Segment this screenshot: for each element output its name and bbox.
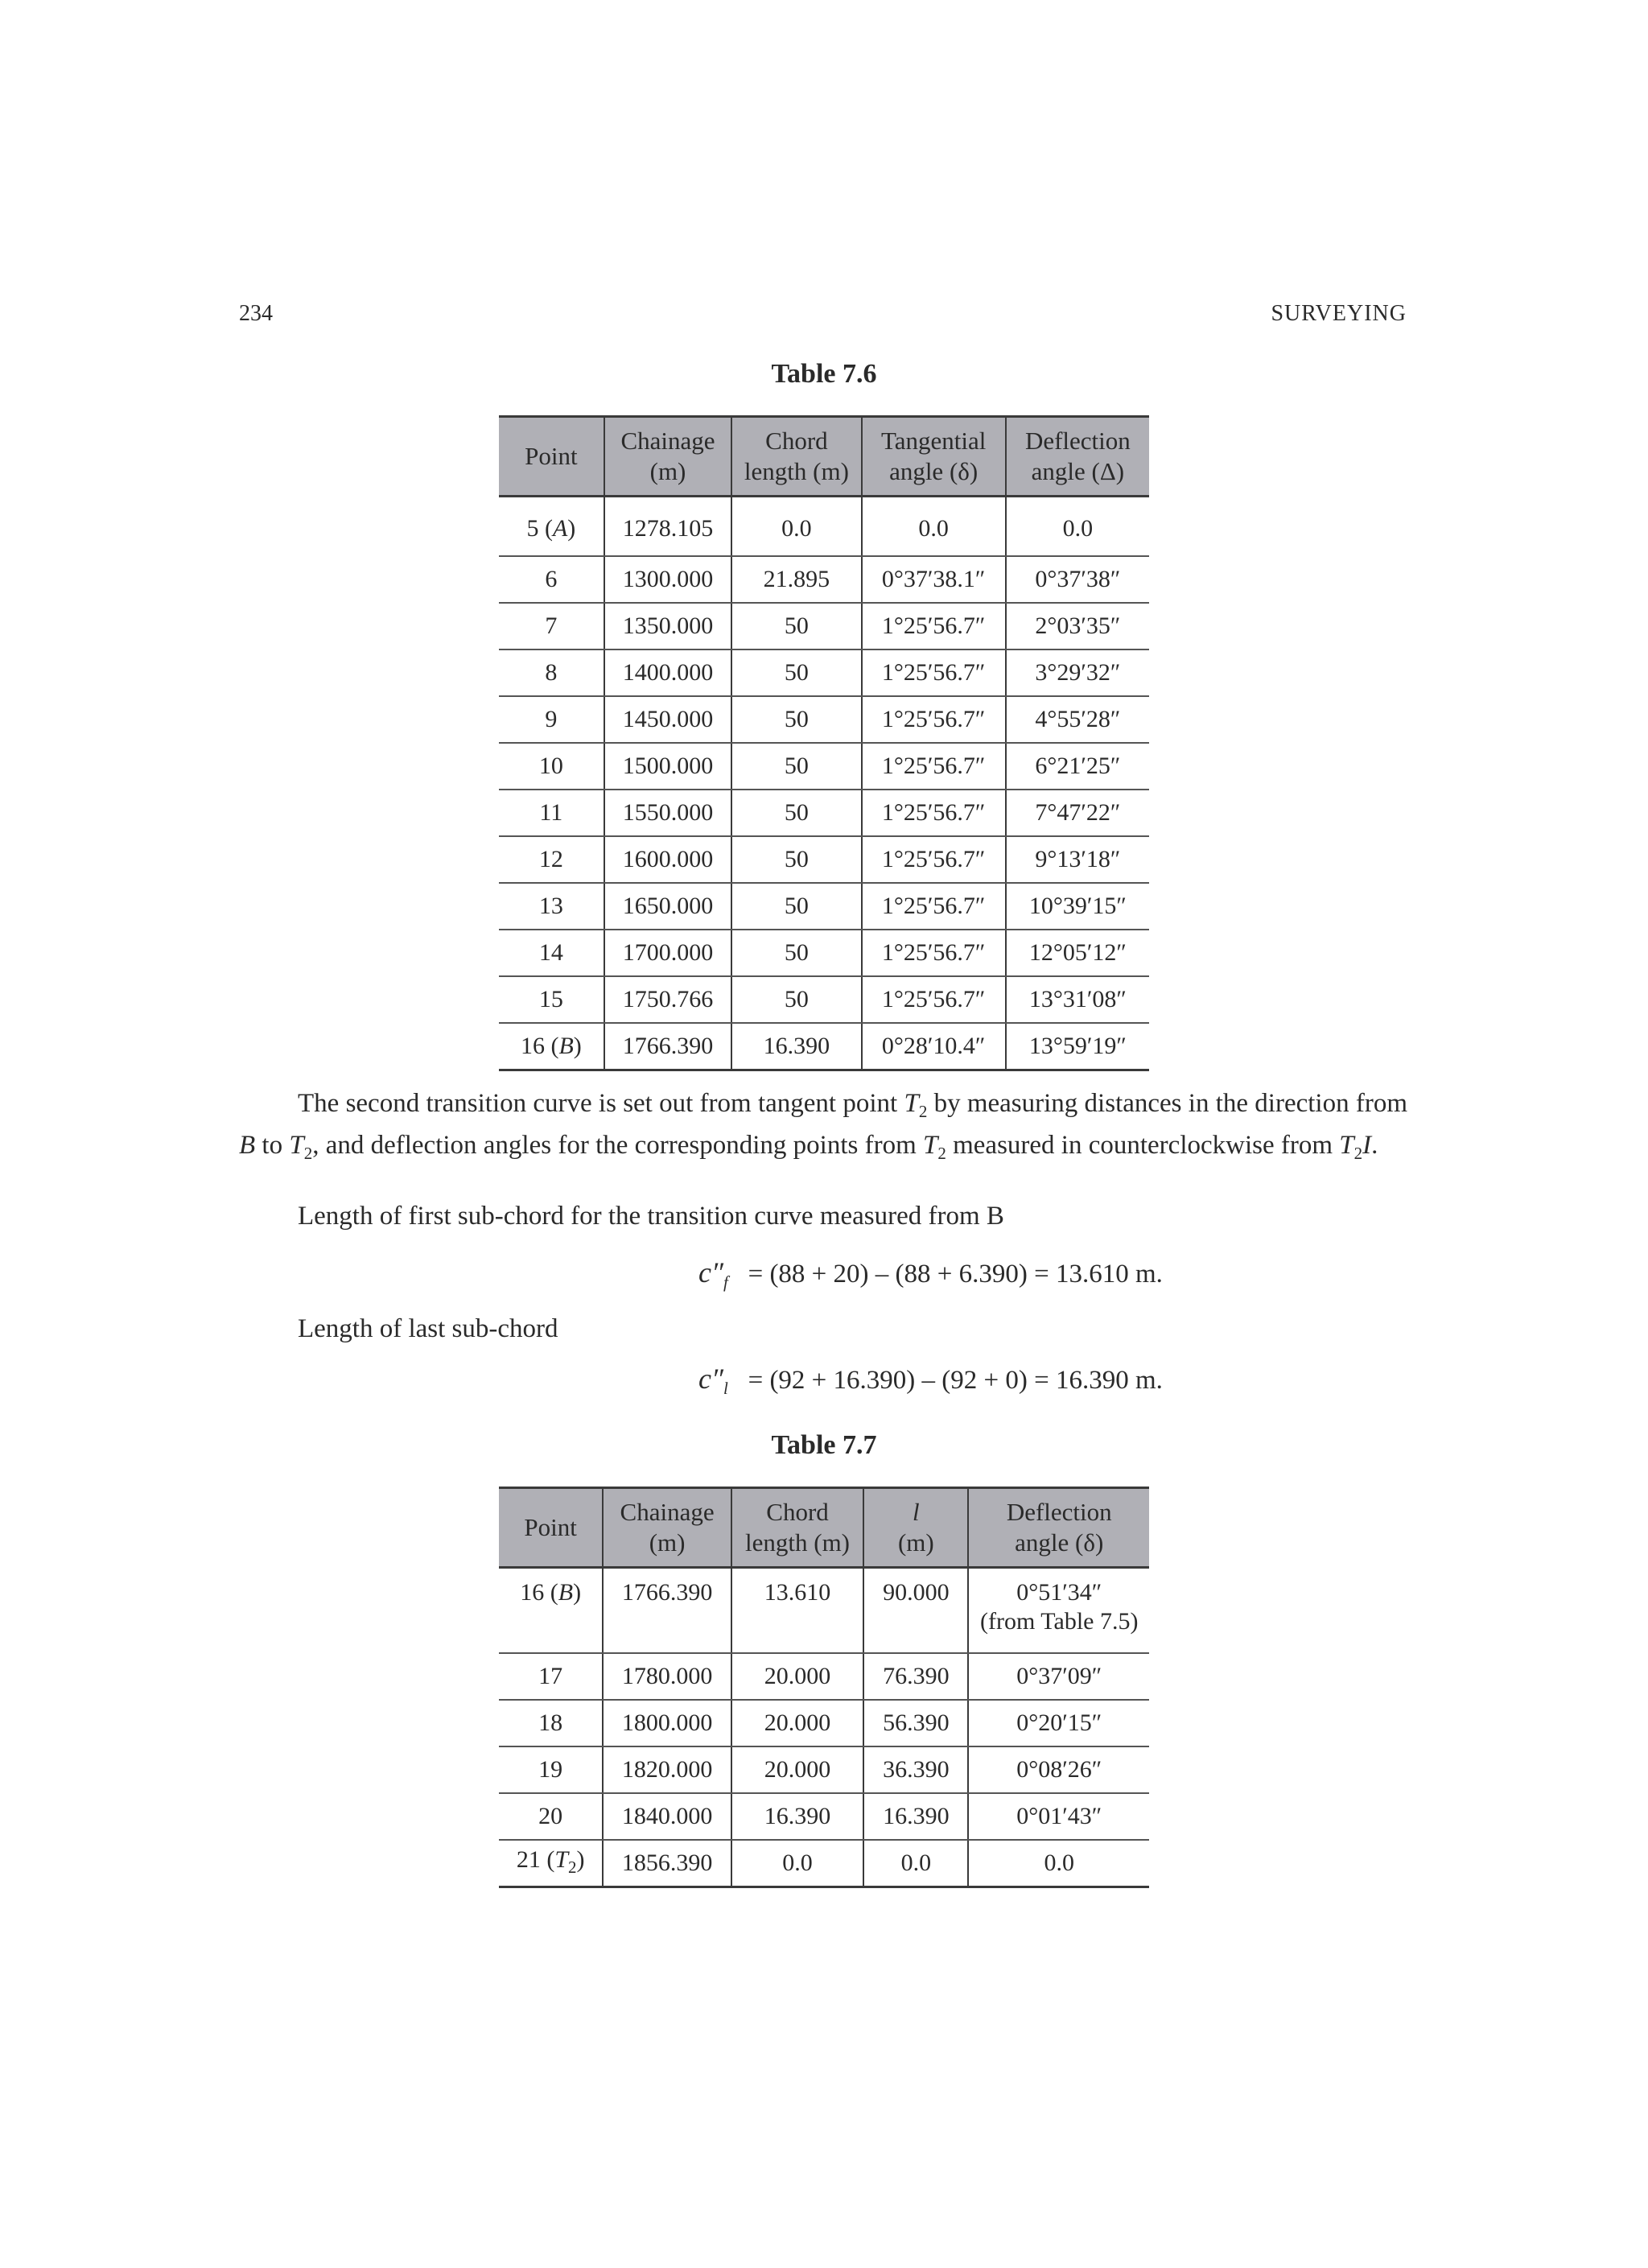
cell-chord: 0.0 [731,497,861,557]
cell-chainage: 1780.000 [603,1653,731,1700]
cell-chord: 50 [731,836,861,883]
cell-point: 12 [499,836,604,883]
table-row [499,696,1149,743]
cell-point: 18 [499,1700,603,1746]
table-row [499,1023,1149,1070]
table-row [499,930,1149,976]
col-header-l [863,1488,968,1568]
cell-chord: 50 [731,790,861,836]
cell-chainage: 1820.000 [603,1746,731,1793]
header-text: Chainage (m) [620,427,715,485]
col-header-chord-length [731,417,861,497]
cell-deflection: 2°03′35″ [1006,603,1149,649]
table-row [499,1568,1149,1654]
table-row [499,649,1149,696]
cell-deflection: 0°51′34″ (from Table 7.5) [968,1568,1149,1654]
col-header-point: Point [499,1488,603,1568]
header-text: Chord length (m) [745,1498,851,1557]
cell-tangential: 0°37′38.1″ [862,556,1006,603]
header-text: Deflection angle (δ) [1006,1498,1112,1557]
cell-chainage: 1856.390 [603,1840,731,1887]
header-text: l [913,1498,920,1526]
cell-chord: 50 [731,649,861,696]
cell-point: 21 $(T_2)$ [499,1840,603,1887]
cell-point: 6 [499,556,604,603]
cell-deflection: 12°05′12″ [1006,930,1149,976]
cell-point: 16 (B) [499,1023,604,1070]
cell-tangential: 1°25′56.7″ [862,883,1006,930]
page-number: 234 [239,301,273,326]
cell-tangential: 1°25′56.7″ [862,743,1006,790]
table-row [499,603,1149,649]
equation-text: = (92 + 16.390) – (92 + 0) = 16.390 m. [748,1366,1163,1395]
cell-deflection: 7°47′22″ [1006,790,1149,836]
col-header-deflection-angle [968,1488,1149,1568]
table-row [499,1793,1149,1840]
cell-tangential: 1°25′56.7″ [862,696,1006,743]
table-row [499,497,1149,557]
table-7-7 [499,1487,1149,1888]
cell-tangential: 1°25′56.7″ [862,649,1006,696]
col-header-chainage [603,1488,731,1568]
cell-deflection: 0°37′09″ [968,1653,1149,1700]
table-row [499,556,1149,603]
table-row [499,743,1149,790]
cell-deflection: 0.0 [968,1840,1149,1887]
cell-deflection: 3°29′32″ [1006,649,1149,696]
cell-chord: 20.000 [731,1746,863,1793]
table-7-6 [499,415,1149,1071]
cell-tangential: 1°25′56.7″ [862,790,1006,836]
cell-chord: 21.895 [731,556,861,603]
cell-chainage: 1450.000 [604,696,732,743]
cell-l: 76.390 [863,1653,968,1700]
cell-tangential: 0°28′10.4″ [862,1023,1006,1070]
cell-point: 8 [499,649,604,696]
cell-tangential: 1°25′56.7″ [862,930,1006,976]
table-row [499,1700,1149,1746]
cell-point: 17 [499,1653,603,1700]
cell-chord: 20.000 [731,1700,863,1746]
cell-chainage: 1700.000 [604,930,732,976]
last-sub-chord-equation [698,1362,1163,1399]
cell-chord: 0.0 [731,1840,863,1887]
header-text: Deflection angle (Δ) [1024,427,1131,485]
col-header-deflection-angle [1006,417,1149,497]
cell-chord: 50 [731,883,861,930]
col-header-point: Point [499,417,604,497]
cell-deflection: 13°31′08″ [1006,976,1149,1023]
cell-chord: 50 [731,603,861,649]
equation-text: = (88 + 20) – (88 + 6.390) = 13.610 m. [748,1260,1163,1289]
cell-tangential: 1°25′56.7″ [862,603,1006,649]
cell-chainage: 1750.766 [604,976,732,1023]
cell-deflection: 13°59′19″ [1006,1023,1149,1070]
cell-chainage: 1650.000 [604,883,732,930]
table-row [499,1746,1149,1793]
running-title: SURVEYING [1271,301,1407,326]
cell-chord: 50 [731,696,861,743]
cell-point: 16 (B) [499,1568,603,1654]
col-header-chainage [604,417,732,497]
col-header-tangential-angle [862,417,1006,497]
cell-chord: 13.610 [731,1568,863,1654]
cell-tangential: 1°25′56.7″ [862,976,1006,1023]
table-row [499,976,1149,1023]
cell-chainage: 1766.390 [604,1023,732,1070]
table-row [499,790,1149,836]
cell-deflection: 0°01′43″ [968,1793,1149,1840]
header-text: (m) [897,1528,934,1557]
last-sub-chord-text: Length of last sub-chord [298,1314,558,1343]
cell-point: 19 [499,1746,603,1793]
cell-chainage: 1550.000 [604,790,732,836]
table-row [499,1653,1149,1700]
cell-l: 36.390 [863,1746,968,1793]
cell-l: 16.390 [863,1793,968,1840]
table-7-6-caption: Table 7.6 [771,359,877,389]
cell-chord: 20.000 [731,1653,863,1700]
cell-chainage: 1500.000 [604,743,732,790]
cell-chainage: 1840.000 [603,1793,731,1840]
cell-deflection: 6°21′25″ [1006,743,1149,790]
cell-point: 7 [499,603,604,649]
cell-deflection: 4°55′28″ [1006,696,1149,743]
header-text: Chainage (m) [620,1498,715,1557]
cell-chord: 50 [731,743,861,790]
cell-point: 9 [499,696,604,743]
cell-chainage: 1800.000 [603,1700,731,1746]
cell-chord: 50 [731,930,861,976]
cell-tangential: 1°25′56.7″ [862,836,1006,883]
cell-chainage: 1278.105 [604,497,732,557]
cell-point: 5 (A) [499,497,604,557]
header-text: Chord length (m) [744,427,849,485]
cell-point: 14 [499,930,604,976]
cell-chainage: 1766.390 [603,1568,731,1654]
cell-chord: 50 [731,976,861,1023]
cell-chord: 16.390 [731,1793,863,1840]
col-header-chord-length [731,1488,863,1568]
cell-l: 0.0 [863,1840,968,1887]
symbol-cf: $c''_f$ [698,1256,728,1292]
cell-chainage: 1600.000 [604,836,732,883]
paragraph-second-transition: The second transition curve is set out from tangent point $T_2$ by measuring distances in the direction from B to $T_2$, and deflection angles for the corresponding points from $T_2$ measured in counterclockwise from $T_2I$. [239,1089,1407,1163]
cell-l: 90.000 [863,1568,968,1654]
cell-point: 13 [499,883,604,930]
cell-deflection: 0°20′15″ [968,1700,1149,1746]
symbol-cl: $c''_l$ [698,1363,728,1398]
cell-deflection: 9°13′18″ [1006,836,1149,883]
cell-deflection: 0.0 [1006,497,1149,557]
table-row [499,1840,1149,1887]
cell-chainage: 1300.000 [604,556,732,603]
table-row [499,836,1149,883]
first-sub-chord-equation [698,1256,1163,1293]
cell-point: 20 [499,1793,603,1840]
cell-chainage: 1350.000 [604,603,732,649]
cell-point: 10 [499,743,604,790]
cell-tangential: 0.0 [862,497,1006,557]
cell-deflection: 10°39′15″ [1006,883,1149,930]
table-7-7-caption: Table 7.7 [771,1430,877,1460]
first-sub-chord-text: Length of first sub-chord for the transition curve measured from B [298,1202,1004,1231]
cell-point: 11 [499,790,604,836]
cell-chord: 16.390 [731,1023,861,1070]
table-row [499,883,1149,930]
cell-chainage: 1400.000 [604,649,732,696]
cell-point: 15 [499,976,604,1023]
cell-l: 56.390 [863,1700,968,1746]
cell-deflection: 0°37′38″ [1006,556,1149,603]
header-text: Tangential angle (δ) [880,427,987,485]
cell-deflection: 0°08′26″ [968,1746,1149,1793]
